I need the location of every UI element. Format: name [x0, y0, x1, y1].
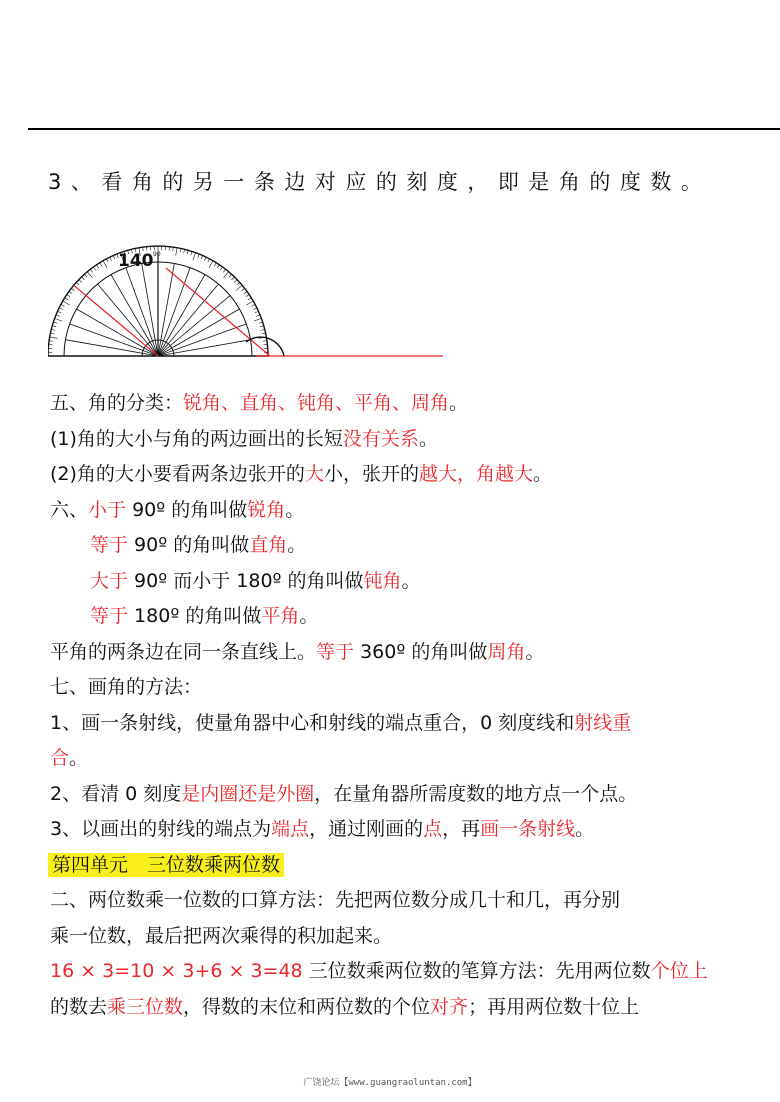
calc-line-2: 的数去乘三位数，得数的末位和两位数的个位对齐；再用两位数十位上	[50, 995, 640, 1018]
protractor-tick	[253, 308, 257, 310]
section-2-line1: 二、两位数乘一位数的口算方法：先把两位数分成几十和几，再分别	[50, 889, 621, 911]
protractor-tick	[50, 333, 54, 334]
protractor-tick	[236, 285, 242, 290]
protractor-tick	[214, 263, 216, 266]
point-2: (2)角的大小要看两条边张开的大小，张开的越大，角越大。	[50, 463, 553, 485]
protractor-reading: 140	[118, 251, 154, 271]
protractor-tick	[176, 248, 177, 256]
protractor-tick	[193, 253, 196, 261]
protractor-tick	[256, 315, 260, 316]
protractor-tick	[52, 326, 56, 327]
protractor-tick	[201, 256, 203, 260]
protractor-tick	[242, 288, 245, 290]
method-2: 2、看清 0 刻度是内圈还是外圈，在量角器所需度数的地方点一个点。	[50, 782, 638, 805]
protractor-tick	[103, 261, 107, 268]
protractor-tick	[220, 267, 222, 270]
protractor-tick	[90, 269, 92, 272]
right-angle-line: 等于 90º 的角叫做直角。	[90, 534, 307, 556]
calc-line: 16 × 3=10 × 3+6 × 3=48 三位数乘两位数的笔算方法：先用两位数个位上	[50, 960, 708, 982]
protractor-tick	[246, 294, 249, 296]
protractor-tick	[113, 256, 115, 260]
protractor-tick	[71, 288, 74, 290]
protractor-tick	[246, 301, 253, 305]
protractor-tick	[191, 251, 192, 255]
protractor-tick	[198, 254, 199, 258]
protractor-tick	[61, 304, 65, 306]
protractor-tick	[244, 291, 247, 293]
protractor-tick	[76, 282, 79, 285]
section-2-line2: 乘一位数，最后把两次乘得的积加起来。	[50, 924, 393, 947]
protractor-tick	[53, 322, 57, 323]
protractor-tick	[96, 265, 98, 268]
protractor-tick	[106, 259, 108, 263]
protractor-tick	[254, 318, 262, 321]
protractor-tick	[255, 311, 259, 313]
protractor-tick	[93, 267, 95, 270]
protractor-tick	[50, 337, 58, 338]
protractor-tick	[55, 318, 63, 321]
protractor-top-label: 90	[153, 251, 161, 258]
straight-angle-line: 等于 180º 的角叫做平角。	[90, 605, 319, 627]
protractor-tick	[67, 294, 70, 296]
section-5-heading: 五、角的分类：锐角、直角、钝角、平角、周角。	[50, 392, 469, 414]
step-3-text: 3、看角的另一条边对应的刻度，即是角的度数。	[48, 170, 712, 194]
unit-4-heading: 第四单元 三位数乘两位数	[50, 848, 750, 884]
protractor-tick	[248, 298, 251, 300]
protractor-tick	[237, 282, 240, 285]
obtuse-angle-line: 大于 90º 而小于 180º 的角叫做钝角。	[90, 569, 421, 592]
protractor-tick	[217, 265, 219, 268]
notes-body	[50, 386, 750, 1025]
method-1: 1、画一条射线，使量角器中心和射线的端点重合，0 刻度线和射线重	[50, 711, 632, 734]
protractor-tick	[87, 272, 92, 278]
protractor-tick	[224, 272, 229, 278]
protractor-tick	[259, 322, 263, 323]
header-rule	[28, 128, 780, 130]
section-6-acute: 六、小于 90º 的角叫做锐角。	[50, 498, 305, 521]
protractor-tick	[223, 269, 225, 272]
method-1-cont: 合。	[50, 747, 89, 769]
protractor-tick	[59, 308, 63, 310]
protractor-figure	[48, 238, 448, 362]
protractor-tick	[262, 333, 266, 334]
protractor-tick	[204, 257, 206, 261]
protractor-tick	[79, 280, 82, 283]
protractor-tick	[208, 259, 210, 263]
protractor-tick	[65, 298, 68, 300]
protractor-tick	[252, 304, 256, 306]
protractor-tick	[229, 274, 232, 277]
protractor-tick	[82, 277, 85, 280]
protractor-tick	[232, 277, 235, 280]
protractor-tick	[69, 291, 72, 293]
protractor-tick	[58, 311, 62, 313]
protractor-tick	[110, 257, 112, 261]
protractor-tick	[100, 263, 102, 266]
protractor-tick	[260, 326, 264, 327]
point-1: (1)角的大小与角的两边画出的长短没有关系。	[50, 427, 438, 450]
section-7-heading: 七、画角的方法：	[50, 676, 203, 698]
footer-watermark: 广饶论坛【www.guangraoluntan.com】	[303, 1078, 477, 1088]
protractor-tick	[63, 301, 70, 305]
protractor-tick	[234, 280, 237, 283]
method-3: 3、以画出的射线的端点为端点，通过刚画的点，再画一条射线。	[50, 818, 595, 840]
protractor-tick	[84, 274, 87, 277]
protractor-tick	[56, 315, 60, 316]
protractor-tick	[209, 261, 213, 268]
full-angle-line: 平角的两条边在同一条直线上。等于 360º 的角叫做周角。	[50, 640, 545, 663]
